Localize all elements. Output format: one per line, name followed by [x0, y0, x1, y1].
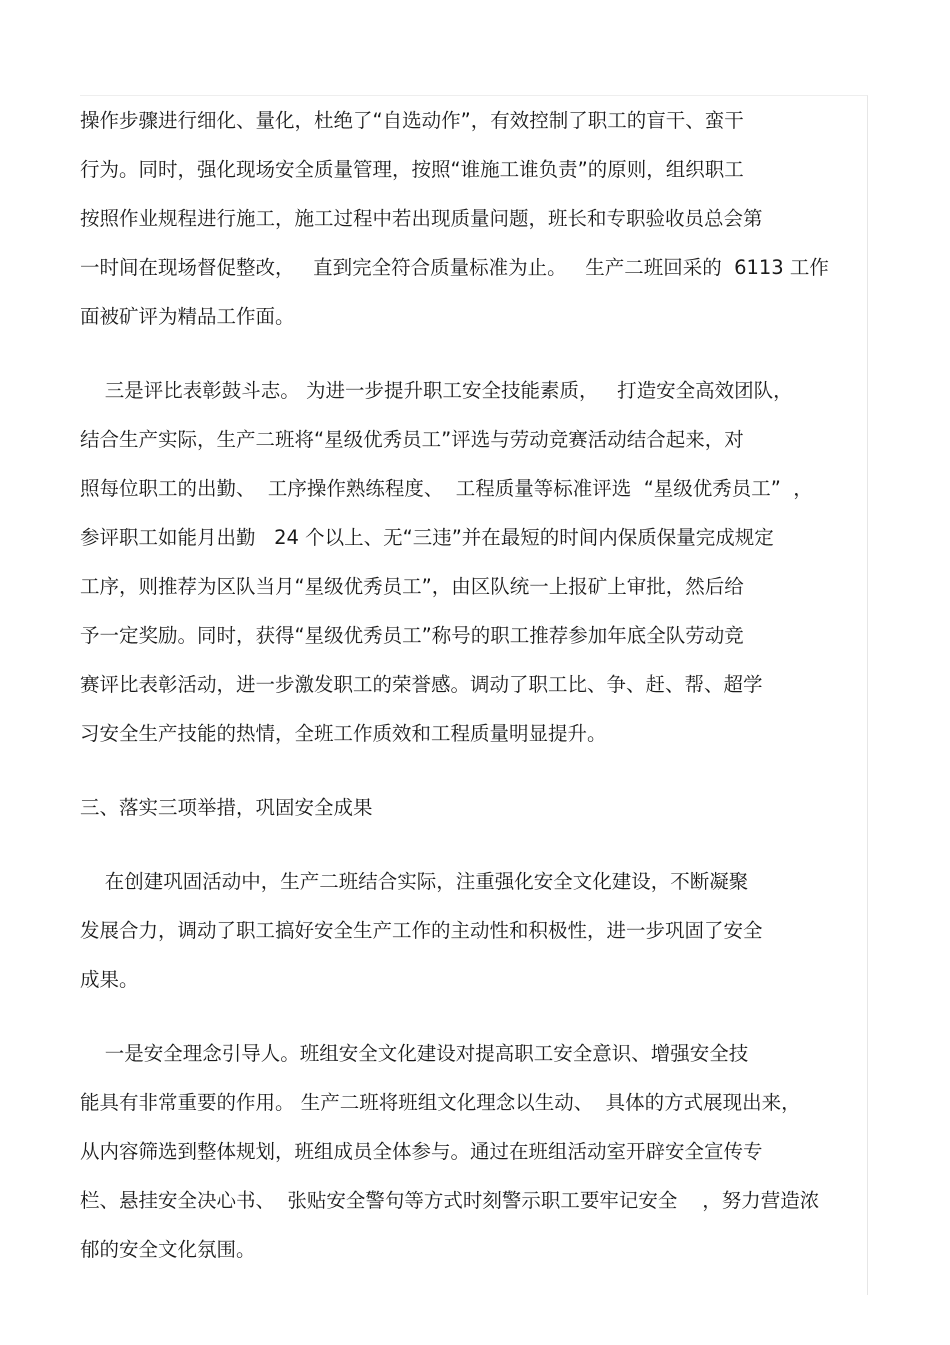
text-line: 照每位职工的出勤、 工序操作熟练程度、 工程质量等标准评选 “星级优秀员工” ，	[80, 477, 813, 500]
text-line: 行为。同时，强化现场安全质量管理，按照“谁施工谁负责”的原则，组织职工	[80, 158, 744, 181]
text-line: 赛评比表彰活动，进一步激发职工的荣誉感。调动了职工比、争、赶、帮、超学	[80, 673, 763, 696]
text-line: 习安全生产技能的热情，全班工作质效和工程质量明显提升。	[80, 722, 607, 745]
paragraph-evaluation-commendation	[80, 366, 870, 758]
text-line: 发展合力，调动了职工搞好安全生产工作的主动性和积极性，进一步巩固了安全	[80, 919, 763, 942]
document-page	[80, 96, 870, 1274]
paragraph-safety-concept	[80, 1029, 870, 1274]
section-heading-text: 三、落实三项举措，巩固安全成果	[80, 796, 373, 819]
text-line: 参评职工如能月出勤 24 个以上、无“三违”并在最短的时间内保质保量完成规定	[80, 526, 774, 549]
text-line: 在创建巩固活动中，生产二班结合实际，注重强化安全文化建设，不断凝聚	[80, 870, 749, 893]
paragraph-gap	[80, 758, 870, 783]
text-line: 按照作业规程进行施工，施工过程中若出现质量问题，班长和专职验收员总会第	[80, 207, 763, 230]
text-line: 三是评比表彰鼓斗志。 为进一步提升职工安全技能素质， 打造安全高效团队，	[80, 379, 793, 402]
paragraph-gap	[80, 341, 870, 366]
text-line: 成果。	[80, 968, 139, 991]
text-line: 结合生产实际，生产二班将“星级优秀员工”评选与劳动竞赛活动结合起来，对	[80, 428, 744, 451]
paragraph-safety-culture-intro	[80, 857, 870, 1004]
text-line: 一时间在现场督促整改， 直到完全符合质量标准为止。 生产二班回采的 6113 工作	[80, 256, 829, 279]
text-line: 能具有非常重要的作用。 生产二班将班组文化理念以生动、 具体的方式展现出来，	[80, 1091, 801, 1114]
text-line: 工序，则推荐为区队当月“星级优秀员工”，由区队统一上报矿上审批，然后给	[80, 575, 744, 598]
paragraph-quality-control	[80, 96, 870, 341]
text-line: 郁的安全文化氛围。	[80, 1238, 256, 1261]
paragraph-gap	[80, 1004, 870, 1029]
paragraph-gap	[80, 832, 870, 857]
section-heading	[80, 783, 870, 832]
text-line: 一是安全理念引导人。班组安全文化建设对提高职工安全意识、增强安全技	[80, 1042, 749, 1065]
text-line: 予一定奖励。同时，获得“星级优秀员工”称号的职工推荐参加年底全队劳动竞	[80, 624, 744, 647]
text-line: 面被矿评为精品工作面。	[80, 305, 295, 328]
text-line: 操作步骤进行细化、量化，杜绝了“自选动作”，有效控制了职工的盲干、蛮干	[80, 109, 744, 132]
text-line: 栏、悬挂安全决心书、 张贴安全警句等方式时刻警示职工要牢记安全 ，努力营造浓	[80, 1189, 820, 1212]
text-line: 从内容筛选到整体规划，班组成员全体参与。通过在班组活动室开辟安全宣传专	[80, 1140, 763, 1163]
